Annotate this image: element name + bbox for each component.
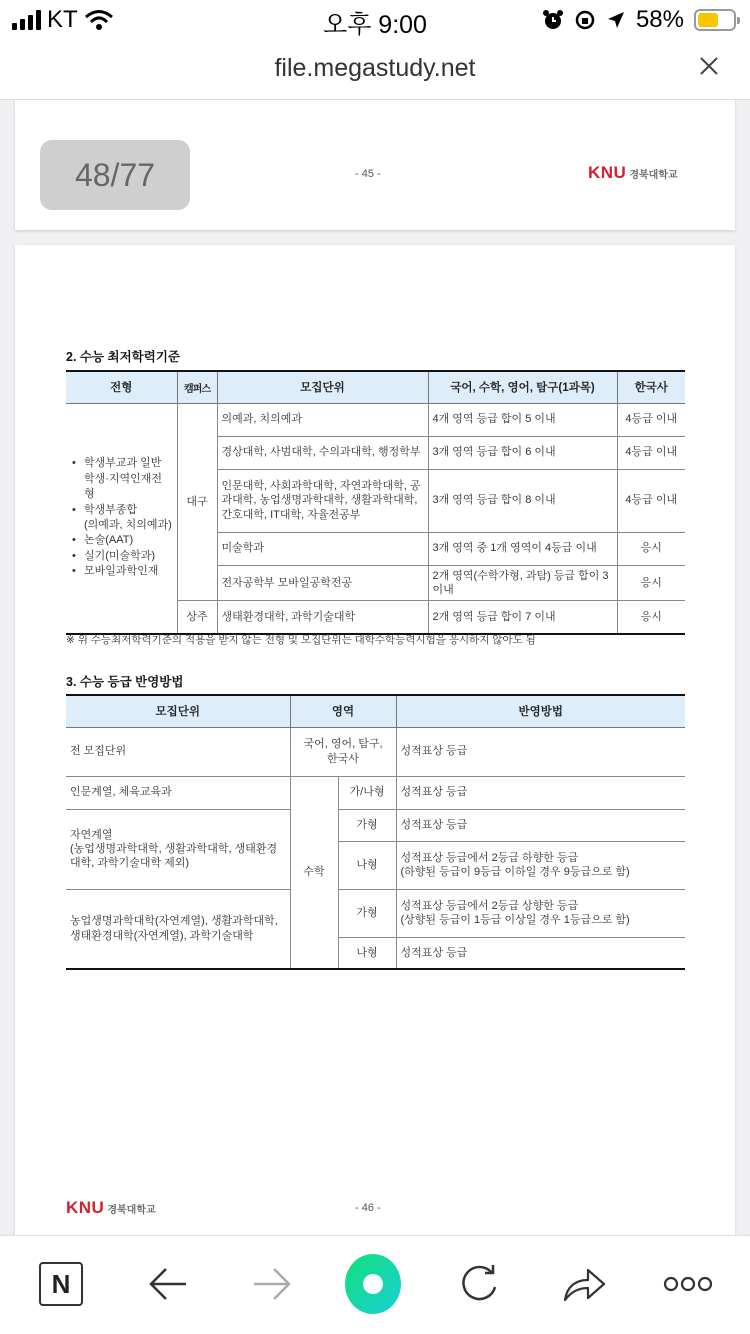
battery-percent: 58% — [635, 6, 684, 33]
method-cell: 성적표상 등급에서 2등급 상향한 등급 (상향된 등급이 1등급 이상일 경우 1등급으로 함) — [396, 889, 685, 937]
status-bar — [0, 0, 750, 40]
green-dot-button[interactable] — [345, 1256, 401, 1312]
method-cell: 성적표상 등급 — [396, 809, 685, 841]
unit-cell: 인문계열, 체육교육과 — [66, 776, 290, 809]
history-cell: 4등급 이내 — [617, 436, 685, 469]
criteria-cell: 3개 영역 등급 합이 8 이내 — [428, 469, 617, 532]
area-cell: 국어, 영어, 탐구, 한국사 — [290, 727, 396, 776]
table-row — [66, 809, 685, 841]
rotation-lock-icon — [574, 9, 596, 31]
unit-cell: 경상대학, 사범대학, 수의과대학, 행정학부 — [217, 436, 428, 469]
back-button[interactable] — [140, 1256, 196, 1312]
admission-type-item: • 학생부종합 (의예과, 치의예과) — [72, 503, 173, 534]
carrier-label: KT — [47, 6, 78, 33]
footnote: ※ 위 수능최저학력기준의 적용을 받지 않는 전형 및 모집단위는 대학수학능력시험을 응시하지 않아도 됨 — [66, 634, 536, 646]
close-button[interactable] — [694, 54, 724, 84]
admission-types-cell — [66, 403, 177, 634]
knu-logo: KNU 경북대학교 — [588, 163, 678, 182]
admission-type-item: • 논술(AAT) — [72, 533, 173, 548]
admission-type-item: • 실기(미술학과) — [72, 549, 173, 564]
type-cell: 가형 — [338, 809, 396, 841]
history-cell: 응시 — [617, 565, 685, 601]
share-button[interactable] — [556, 1256, 612, 1312]
reload-icon — [458, 1263, 500, 1305]
admission-type-item: • 모바일과학인재 — [72, 564, 173, 579]
type-cell: 가형 — [338, 889, 396, 937]
table-header-row — [66, 371, 685, 403]
admission-type-item: • 학생부교과 일반 학생·지역인재전형 — [72, 456, 173, 502]
url-bar — [0, 40, 750, 100]
table-row — [66, 403, 685, 436]
table-header-row — [66, 695, 685, 727]
url-display[interactable]: file.megastudy.net — [274, 54, 476, 82]
col-header: 한국사 — [617, 371, 685, 403]
col-header: 모집단위 — [217, 371, 428, 403]
method-cell: 성적표상 등급 — [396, 776, 685, 809]
criteria-cell: 3개 영역 중 1개 영역이 4등급 이내 — [428, 532, 617, 565]
arrow-right-icon — [252, 1266, 292, 1302]
table-row — [66, 776, 685, 809]
clock: 오후 9:00 — [323, 11, 427, 39]
col-header: 모집단위 — [66, 695, 290, 727]
col-header: 국어, 수학, 영어, 탐구(1과목) — [428, 371, 617, 403]
battery-icon — [694, 9, 736, 31]
table-row — [66, 889, 685, 937]
min-score-table — [66, 370, 685, 635]
table-row — [66, 727, 685, 776]
unit-cell: 인문대학, 사회과학대학, 자연과학대학, 공과대학, 농업생명과학대학, 생활과학대학, 간호대학, IT대학, 자율전공부 — [217, 469, 428, 532]
unit-cell: 미술학과 — [217, 532, 428, 565]
naver-n-icon: N — [39, 1262, 83, 1306]
unit-cell: 농업생명과학대학(자연계열), 생활과학대학, 생태환경대학(자연계열), 과학기술대학 — [66, 889, 290, 969]
type-cell: 나형 — [338, 841, 396, 889]
method-cell: 성적표상 등급 — [396, 727, 685, 776]
history-cell: 응시 — [617, 601, 685, 634]
grade-method-table — [66, 694, 685, 970]
page-number: - 45 - — [355, 168, 381, 180]
green-circle-icon — [345, 1254, 401, 1314]
reload-button[interactable] — [451, 1256, 507, 1312]
close-icon — [698, 55, 720, 77]
col-header: 전형 — [66, 371, 177, 403]
col-header: 캠퍼스 — [177, 371, 217, 403]
col-header: 영역 — [290, 695, 396, 727]
alarm-icon — [542, 9, 564, 31]
section-2-title: 2. 수능 최저학력기준 — [66, 350, 180, 364]
unit-cell: 생태환경대학, 과학기술대학 — [217, 601, 428, 634]
campus-cell: 대구 — [177, 403, 217, 601]
criteria-cell: 4개 영역 등급 합이 5 이내 — [428, 403, 617, 436]
unit-cell: 자연계열 (농업생명과학대학, 생활과학대학, 생태환경대학, 과학기술대학 제외) — [66, 809, 290, 889]
criteria-cell: 2개 영역(수학가형, 과탐) 등급 합이 3 이내 — [428, 565, 617, 601]
naver-home-button[interactable] — [33, 1256, 89, 1312]
unit-cell: 전자공학부 모바일공학전공 — [217, 565, 428, 601]
col-header: 반영방법 — [396, 695, 685, 727]
history-cell: 4등급 이내 — [617, 469, 685, 532]
forward-button[interactable] — [244, 1256, 300, 1312]
method-cell: 성적표상 등급에서 2등급 하향한 등급 (하향된 등급이 9등급 이하일 경우 9등급으로 함) — [396, 841, 685, 889]
knu-logo: KNU 경북대학교 — [66, 1198, 156, 1217]
page-number: - 46 - — [355, 1202, 381, 1214]
share-arrow-icon — [562, 1264, 606, 1304]
math-area-cell: 수학 — [290, 776, 338, 969]
history-cell: 4등급 이내 — [617, 403, 685, 436]
arrow-left-icon — [148, 1266, 188, 1302]
section-3-title: 3. 수능 등급 반영방법 — [66, 675, 184, 689]
more-button[interactable] — [660, 1256, 716, 1312]
browser-toolbar — [0, 1235, 750, 1334]
more-dots-icon — [663, 1274, 713, 1294]
type-cell: 가/나형 — [338, 776, 396, 809]
campus-cell: 상주 — [177, 601, 217, 634]
location-icon — [606, 10, 626, 30]
criteria-cell: 2개 영역 등급 합이 7 이내 — [428, 601, 617, 634]
unit-cell: 의예과, 치의예과 — [217, 403, 428, 436]
type-cell: 나형 — [338, 937, 396, 969]
method-cell: 성적표상 등급 — [396, 937, 685, 969]
unit-cell: 전 모집단위 — [66, 727, 290, 776]
criteria-cell: 3개 영역 등급 합이 6 이내 — [428, 436, 617, 469]
history-cell: 응시 — [617, 532, 685, 565]
page-counter-badge: 48/77 — [40, 140, 190, 210]
pdf-page-46 — [15, 245, 735, 1235]
